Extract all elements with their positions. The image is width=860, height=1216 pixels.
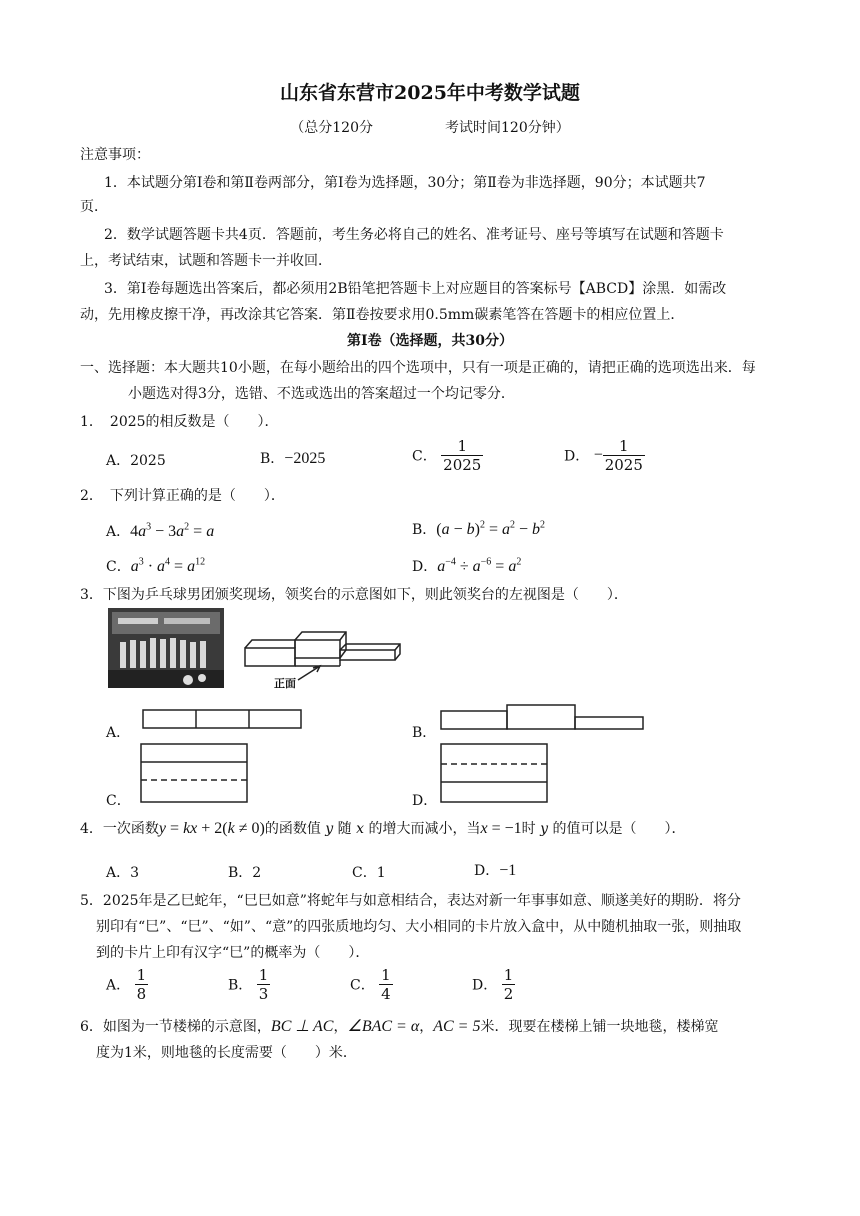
q5-option-c: C． $\frac{1}{4}$: [350, 966, 391, 1003]
q5-option-b: B． $\frac{1}{3}$: [228, 966, 269, 1003]
q3-option-d-figure[interactable]: [440, 742, 550, 804]
podium-diagram: [240, 630, 410, 694]
award-ceremony-photo: [108, 608, 224, 688]
exam-time: 考试时间120分钟）: [445, 120, 570, 136]
question-5-stem: 到的卡片上印有汉字“巳”的概率为（ ）．: [96, 945, 370, 961]
notice-line: 3．第Ⅰ卷每题选出答案后，都必须用2B铅笔把答题卡上对应题目的答案标号【ABCD】涂黑．如需改: [104, 281, 727, 297]
question-6-stem: 度为1米，则地毯的长度需要（ ）米．: [96, 1045, 357, 1061]
notice-line: 上，考试结束，试题和答题卡一并收回．: [80, 253, 332, 269]
q3-option-a-figure[interactable]: [142, 708, 304, 730]
question-3-stem: 3．下图为乒乓球男团颁奖现场，领奖台的示意图如下，则此领奖台的左视图是（ ）．: [80, 587, 628, 603]
section-title: 第Ⅰ卷（选择题，共30分）: [346, 333, 514, 349]
q5-option-d: D． $\frac{1}{2}$: [472, 966, 514, 1003]
notice-line: 页．: [80, 199, 108, 215]
question-6-stem: 6．如图为一节楼梯的示意图，BC ⊥ AC，∠BAC = α，AC = 5米．现要在楼梯上铺一块地毯，楼梯宽: [80, 1018, 719, 1035]
question-4-stem: 4．一次函数y = kx + 2(k ≠ 0)的函数值 y 随 x 的增大而减小，当x = −1时 y 的值可以是（ ）．: [80, 820, 686, 837]
front-label: 正面: [274, 677, 296, 690]
q5-option-a: A． $\frac{1}{8}$: [106, 966, 147, 1003]
q2-option-a: A．$4a^3 - 3a^2 = a$: [106, 521, 215, 540]
q4-option-a: A．3: [106, 865, 140, 881]
q1-option-b: B．−2025: [260, 450, 326, 467]
total-score: （总分120分: [290, 120, 373, 136]
part-instructions: 一、选择题：本大题共10小题，在每小题给出的四个选项中，只有一项是正确的，请把正确的选项选出来．每: [80, 360, 756, 376]
q3-option-d-label: D．: [412, 793, 438, 809]
q3-option-b-figure[interactable]: [440, 703, 646, 731]
notice-line: 1．本试题分第Ⅰ卷和第Ⅱ卷两部分，第Ⅰ卷为选择题，30分；第Ⅱ卷为非选择题，90分；本试题共7: [104, 175, 706, 191]
q1-option-c: C． $\frac{1}{2025}$: [412, 437, 482, 474]
question-5-stem: 5．2025年是乙巳蛇年，“巳巳如意”将蛇年与如意相结合，表达对新一年事事如意、顺遂美好的期盼．将分: [80, 893, 741, 909]
q2-option-d: D．$a^{-4} \div a^{-6} = a^2$: [412, 556, 522, 575]
question-2-stem: 2． 下列计算正确的是（ ）．: [80, 488, 285, 504]
q3-option-b-label: B．: [412, 725, 437, 741]
notice-line: 2．数学试题答题卡共4页．答题前，考生务必将自己的姓名、准考证号、座号等填写在试题和答题卡: [104, 227, 724, 243]
q3-option-a-label: A．: [106, 725, 131, 741]
part-instructions: 小题选对得3分，选错、不选或选出的答案超过一个均记零分．: [128, 386, 515, 402]
notice-line: 动，先用橡皮擦干净，再改涂其它答案．第Ⅱ卷按要求用0.5mm碳素笔答在答题卡的相应位置上．: [80, 307, 685, 323]
q2-option-b: B．$(a - b)^2 = a^2 - b^2$: [412, 519, 546, 538]
q4-option-c: C．1: [352, 865, 386, 881]
q1-option-a: A．2025: [106, 453, 166, 469]
question-5-stem: 别印有“巳”、“巳”、“如”、“意”的四张质地均匀、大小相同的卡片放入盒中，从中随机抽取一张，则抽取: [96, 919, 742, 935]
q1-option-d: D． − $\frac{1}{2025}$: [564, 437, 643, 474]
q4-option-d: D．−1: [474, 862, 517, 879]
q3-option-c-figure[interactable]: [140, 742, 250, 804]
exam-info: [0, 117, 860, 137]
q2-option-c: C．$a^3 \cdot a^4 = a^{12}$: [106, 556, 206, 575]
q3-option-c-label: C．: [106, 793, 131, 809]
question-1-stem: 1． 2025的相反数是（ ）．: [80, 414, 279, 430]
notice-header: 注意事项：: [80, 147, 150, 163]
page-title: 山东省东营市2025年中考数学试题: [280, 82, 580, 104]
q4-option-b: B．2: [228, 865, 262, 881]
